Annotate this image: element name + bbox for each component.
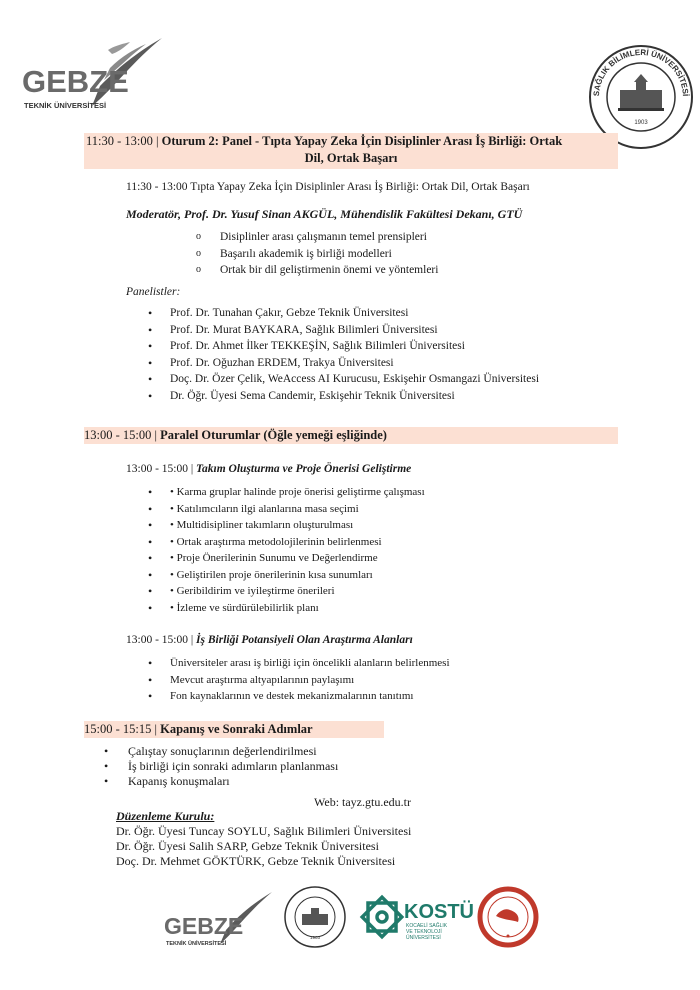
- gebze-logo-name: GEBZE: [22, 64, 129, 99]
- closing-title: Kapanış ve Sonraki Adımlar: [160, 722, 313, 736]
- closing-header: [84, 721, 384, 738]
- moderator: Moderatör, Prof. Dr. Yusuf Sinan AKGÜL, Mühendislik Fakültesi Dekanı, GTÜ: [126, 207, 523, 221]
- svg-text:KOCAELİ SAĞLIK: KOCAELİ SAĞLIK: [406, 923, 448, 929]
- closing-list: [104, 744, 338, 789]
- organizing-committee: [116, 809, 411, 869]
- committee-member: Dr. Öğr. Üyesi Salih SARP, Gebze Teknik Üniversitesi: [116, 839, 379, 853]
- session2-time: 11:30 - 13:00 |: [86, 134, 159, 148]
- session2-subheading: 11:30 - 13:00 Tıpta Yapay Zeka İçin Disiplinler Arası İş Birliği: Ortak Dil, Ortak Başarı: [126, 181, 530, 193]
- parallel-a-title: Takım Oluşturma ve Proje Önerisi Geliştirme: [196, 463, 412, 475]
- parallel-time: 13:00 - 15:00 |: [84, 428, 157, 442]
- parallel-a-heading: [126, 462, 411, 476]
- committee-member: Dr. Öğr. Üyesi Tuncay SOYLU, Sağlık Bilimleri Üniversitesi: [116, 824, 412, 838]
- session2-topics-list: [196, 229, 438, 279]
- list-item: • • İzleme ve sürdürülebilirlik planı: [146, 600, 425, 617]
- list-item: • • Proje Önerilerinin Sunumu ve Değerlendirme: [146, 550, 425, 567]
- list-item: • Prof. Dr. Oğuzhan ERDEM, Trakya Üniversitesi: [146, 355, 539, 372]
- parallel-a-list: [146, 484, 425, 616]
- session2-title-line1: [84, 133, 618, 150]
- svg-text:VE TEKNOLOJİ: VE TEKNOLOJİ: [406, 929, 442, 935]
- list-item: • Prof. Dr. Tunahan Çakır, Gebze Teknik Üniversitesi: [146, 305, 539, 322]
- list-item: • Prof. Dr. Ahmet İlker TEKKEŞİN, Sağlık Bilimleri Üniversitesi: [146, 338, 539, 355]
- list-item: • Prof. Dr. Murat BAYKARA, Sağlık Bilimleri Üniversitesi: [146, 322, 539, 339]
- gebze-logo-sub: TEKNİK ÜNİVERSİTESİ: [24, 101, 107, 110]
- parallel-b-time: 13:00 - 15:00 |: [126, 634, 194, 646]
- list-item: • • Katılımcıların ilgi alanlarına masa seçimi: [146, 501, 425, 518]
- closing-time: 15:00 - 15:15 |: [84, 722, 157, 736]
- list-item: • • Geliştirilen proje önerilerinin kısa sunumları: [146, 567, 425, 584]
- panelists-label: Panelistler:: [126, 286, 181, 298]
- committee-member: Doç. Dr. Mehmet GÖKTÜRK, Gebze Teknik Üniversitesi: [116, 854, 396, 868]
- partner-logos: [160, 882, 540, 952]
- session2-header: [84, 133, 618, 169]
- seal-year: 1903: [634, 120, 648, 126]
- list-item: • Çalıştay sonuçlarının değerlendirilmesi: [104, 744, 338, 759]
- gebze-university-logo: [22, 28, 167, 118]
- svg-text:KOSTÜ: KOSTÜ: [404, 901, 474, 923]
- committee-heading: Düzenleme Kurulu:: [116, 809, 215, 823]
- list-item: o Ortak bir dil geliştirmenin önemi ve yöntemleri: [196, 262, 438, 279]
- parallel-a-time: 13:00 - 15:00 |: [126, 463, 194, 475]
- list-item: • • Karma gruplar halinde proje önerisi geliştirme çalışması: [146, 484, 425, 501]
- parallel-title: Paralel Oturumlar (Öğle yemeği eşliğinde): [160, 428, 387, 442]
- parallel-b-list: [146, 655, 450, 705]
- panelists-list: [146, 305, 539, 404]
- list-item: • • Multidisipliner takımların oluşturulması: [146, 517, 425, 534]
- list-item: • Kapanış konuşmaları: [104, 774, 338, 789]
- list-item: • Dr. Öğr. Üyesi Sema Candemir, Eskişehir Teknik Üniversitesi: [146, 388, 539, 405]
- gebze-logo-small: [164, 892, 272, 947]
- kostu-logo: [362, 897, 474, 941]
- session2-title: Oturum 2: Panel - Tıpta Yapay Zeka İçin Disiplinler Arası İş Birliği: Ortak: [161, 134, 563, 148]
- svg-text:ÜNİVERSİTESİ: ÜNİVERSİTESİ: [406, 935, 441, 941]
- list-item: • • Geribildirim ve iyileştirme önerileri: [146, 583, 425, 600]
- website-text: Web: tayz.gtu.edu.tr: [314, 795, 412, 809]
- list-item: • Mevcut araştırma altyapılarının paylaşımı: [146, 672, 450, 689]
- parallel-b-heading: [126, 633, 413, 647]
- list-item: • İş birliği için sonraki adımların planlanması: [104, 759, 338, 774]
- parallel-b-title: İş Birliği Potansiyeli Olan Araştırma Alanları: [196, 634, 413, 646]
- saglik-bilimleri-seal-small: [285, 887, 345, 947]
- svg-text:TEKNİK ÜNİVERSİTESİ: TEKNİK ÜNİVERSİTESİ: [166, 941, 227, 947]
- list-item: • Doç. Dr. Özer Çelik, WeAccess AI Kurucusu, Eskişehir Osmangazi Üniversitesi: [146, 371, 539, 388]
- seal-text: SAĞLIK BİLİMLERİ ÜNİVERSİTESİ: [591, 47, 691, 97]
- list-item: • Fon kaynaklarının ve destek mekanizmalarının tanıtımı: [146, 688, 450, 705]
- parallel-header: [84, 427, 618, 444]
- list-item: o Disiplinler arası çalışmanın temel prensipleri: [196, 229, 438, 246]
- list-item: • Üniversiteler arası iş birliği için öncelikli alanların belirlenmesi: [146, 655, 450, 672]
- trakya-university-seal: [480, 889, 536, 945]
- svg-text:1903: 1903: [309, 935, 321, 940]
- list-item: o Başarılı akademik iş birliği modelleri: [196, 246, 438, 263]
- svg-text:GEBZE: GEBZE: [164, 913, 244, 939]
- list-item: • • Ortak araştırma metodolojilerinin belirlenmesi: [146, 534, 425, 551]
- session2-title-line2: Dil, Ortak Başarı: [304, 151, 398, 165]
